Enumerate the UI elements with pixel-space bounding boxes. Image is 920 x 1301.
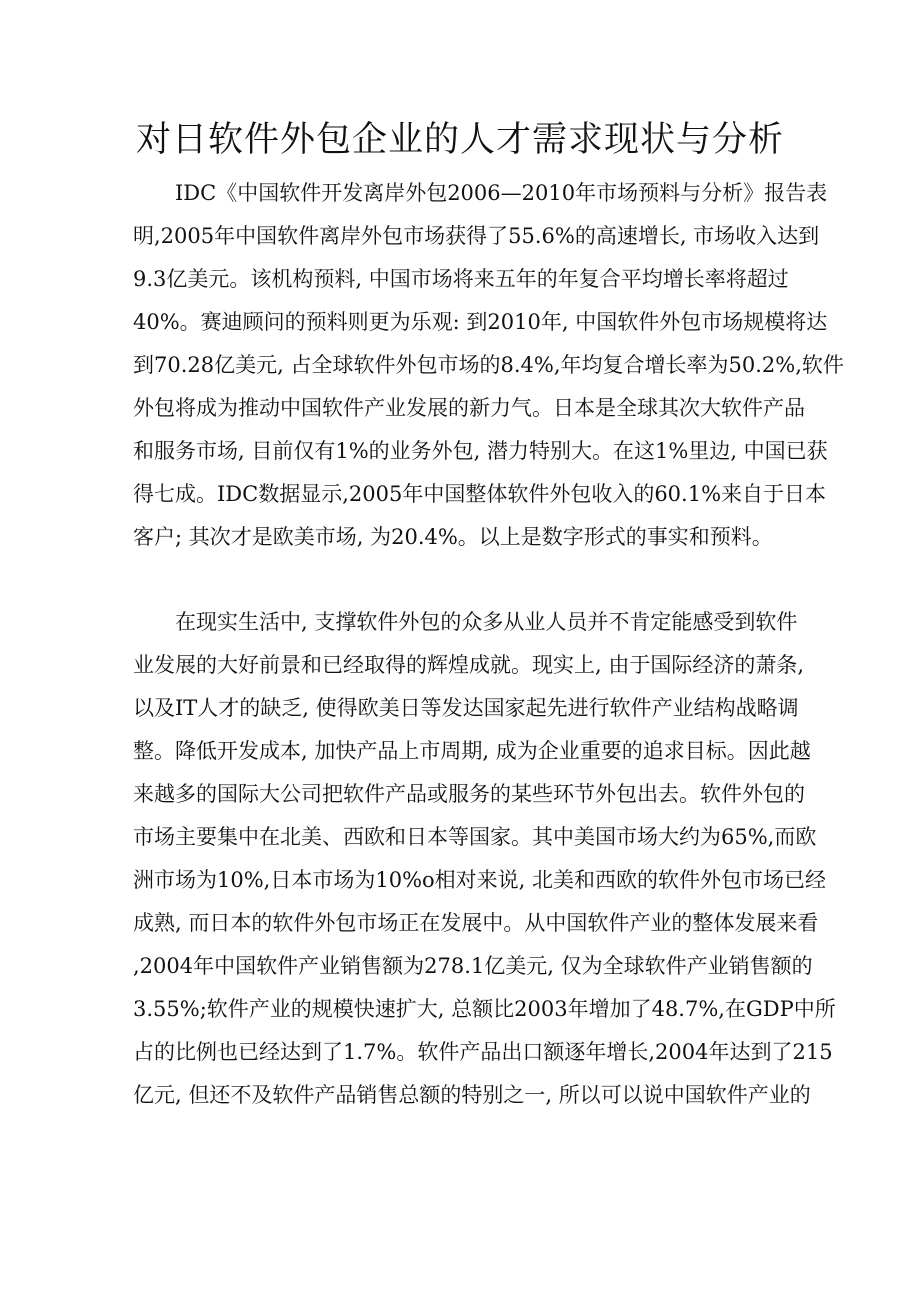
text-line: 以及IT人才的缺乏, 使得欧美日等发达国家起先进行软件产业结构战略调 [133, 696, 799, 720]
text-line: ,2004年中国软件产业销售额为278.1亿美元, 仅为全球软件产业销售额的 [133, 954, 813, 978]
text-line: 9.3亿美元。该机构预料, 中国市场将来五年的年复合平均增长率将超过 [133, 267, 789, 291]
document-title: 对日软件外包企业的人才需求现状与分析 [135, 120, 784, 160]
text-line: 外包将成为推动中国软件产业发展的新力气。日本是全球其次大软件产品 [133, 396, 805, 420]
text-line: 明,2005年中国软件离岸外包市场获得了55.6%的高速增长, 市场收入达到 [133, 224, 820, 248]
text-line: IDC《中国软件开发离岸外包2006—2010年市场预料与分析》报告表 [133, 181, 828, 205]
text-line: 在现实生活中, 支撑软件外包的众多从业人员并不肯定能感受到软件 [133, 610, 798, 634]
text-line: 市场主要集中在北美、西欧和日本等国家。其中美国市场大约为65%,而欧 [133, 825, 817, 849]
text-line: 得七成。IDC数据显示,2005年中国整体软件外包收入的60.1%来自于日本 [133, 482, 827, 506]
text-line: 成熟, 而日本的软件外包市场正在发展中。从中国软件产业的整体发展来看 [133, 911, 819, 935]
paragraph-idc-forecast [133, 172, 844, 559]
text-line: 业发展的大好前景和已经取得的辉煌成就。现实上, 由于国际经济的萧条, [133, 653, 805, 677]
text-line: 和服务市场, 目前仅有1%的业务外包, 潜力特别大。在这1%里边, 中国已获 [133, 439, 828, 463]
paragraph-industry-reality [133, 601, 836, 1117]
text-line: 亿元, 但还不及软件产品销售总额的特别之一, 所以可以说中国软件产业的 [133, 1083, 811, 1107]
text-line: 来越多的国际大公司把软件产品或服务的某些环节外包出去。软件外包的 [133, 782, 805, 806]
text-line: 占的比例也已经达到了1.7%。软件产品出口额逐年增长,2004年达到了215 [133, 1040, 833, 1064]
text-line: 到70.28亿美元, 占全球软件外包市场的8.4%,年均复合增长率为50.2%,软件 [133, 353, 844, 377]
text-line: 整。降低开发成本, 加快产品上市周期, 成为企业重要的追求目标。因此越 [133, 739, 811, 763]
text-line: 客户; 其次才是欧美市场, 为20.4%。以上是数字形式的事实和预料。 [133, 525, 773, 549]
text-line: 洲市场为10%,日本市场为10%o相对来说, 北美和西欧的软件外包市场已经 [133, 868, 827, 892]
text-line: 40%。赛迪顾问的预料则更为乐观: 到2010年, 中国软件外包市场规模将达 [133, 310, 828, 334]
text-line: 3.55%;软件产业的规模快速扩大, 总额比2003年增加了48.7%,在GDP中所 [133, 997, 836, 1021]
